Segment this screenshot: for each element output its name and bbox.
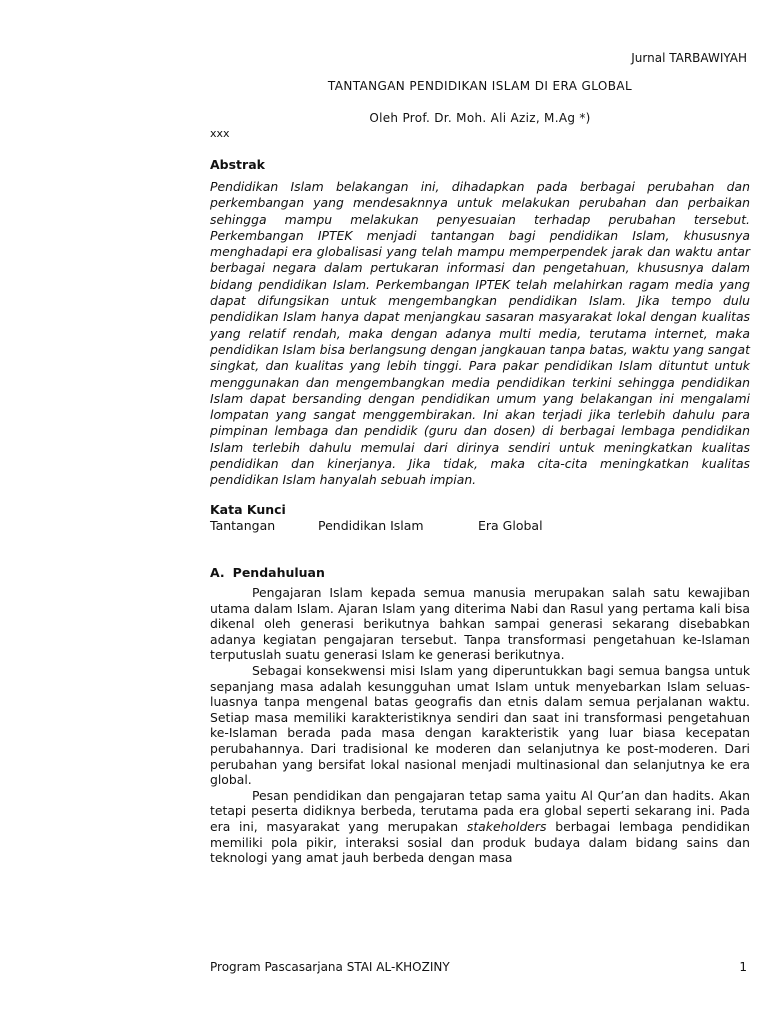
section-title: Pendahuluan: [232, 565, 325, 580]
paragraph-text: berbagai lembaga pendidikan memiliki pola pikir, interaksi sosial dan produk budaya dalam bidang sains dan teknologi yang amat jauh berbeda dengan masa: [210, 818, 750, 866]
keyword-item: Pendidikan Islam: [318, 518, 424, 533]
footer-institution: Program Pascasarjana STAI AL-KHOZINY: [210, 960, 450, 974]
section-heading: [210, 565, 333, 580]
author-marker: xxx: [210, 127, 230, 140]
keywords-list: [210, 518, 750, 536]
journal-name: Jurnal TARBAWIYAH: [631, 51, 747, 65]
emphasis-term: stakeholders: [466, 818, 547, 834]
keywords-heading: Kata Kunci: [210, 502, 286, 517]
keyword-item: Era Global: [478, 518, 543, 533]
page-number: 1: [739, 960, 747, 974]
section-body: [210, 585, 750, 866]
paragraph: Pengajaran Islam kepada semua manusia merupakan salah satu kewajiban utama dalam Islam. Ajaran Islam yang diterima Nabi dan Rasul yang pertama kali bisa dikenal oleh generasi berikutnya bahkan sampai generasi sekarang disebabkan adanya kegiatan pengajaran tersebut. Tanpa transformasi pengetahuan ke-Islaman terputuslah suatu generasi Islam ke generasi berikutnya.: [210, 585, 750, 663]
abstract-heading: Abstrak: [210, 157, 265, 172]
keyword-item: Tantangan: [210, 518, 276, 533]
paragraph-text: Pesan pendidikan dan pengajaran tetap sama yaitu Al Qur’an dan hadits. Akan tetapi peserta didiknya berbeda, terutama pada era global seperti sekarang ini. Pada era ini, masyarakat yang merupakan: [210, 787, 750, 834]
paragraph: Sebagai konsekwensi misi Islam yang diperuntukkan bagi semua bangsa untuk sepanjang masa adalah kesungguhan umat Islam untuk menyebarkan Islam seluas-luasnya tanpa mengenal batas geografis dan etnis dalam semua perjalanan waktu. Setiap masa memiliki karakteristiknya sendiri dan saat ini transformasi pengetahuan ke-Islaman berada pada masa dengan karakteristik yang luar biasa kecepatan perubahannya. Dari tradisional ke moderen dan selanjutnya ke post-moderen. Dari perubahan yang bersifat lokal nasional menjadi multinasional dan selanjutnya ke era global.: [210, 662, 750, 788]
section-number: A.: [210, 565, 225, 580]
paragraph: [210, 788, 750, 866]
author-line: Oleh Prof. Dr. Moh. Ali Aziz, M.Ag *): [369, 111, 591, 125]
abstract-text: Pendidikan Islam belakangan ini, dihadapkan pada berbagai perubahan dan perkembangan yang mendesaknnya untuk melakukan perubahan dan perbaikan sehingga mampu melakukan penyesuaian terhadap perubahan tersebut. Perkembangan IPTEK menjadi tantangan bagi pendidikan Islam, khususnya menghadapi era globalisasi yang telah mampu memperpendek jarak dan waktu antar berbagai negara dalam pertukaran informasi dan pengetahuan, khususnya dalam bidang pendidikan Islam. Perkembangan IPTEK telah melahirkan ragam media yang dapat difungsikan untuk mengembangkan pendidikan Islam. Jika tempo dulu pendidikan Islam hanya dapat menjangkau sasaran masyarakat lokal dengan kualitas yang relatif rendah, maka dengan adanya multi media, terutama internet, maka pendidikan Islam bisa berlangsung dengan jangkauan tanpa batas, waktu yang sangat singkat, dan kualitas yang lebih tinggi. Para pakar pendidikan Islam dituntut untuk menggunakan dan mengembangkan media pendidikan terkini sehingga pendidikan Islam dapat bersanding dengan pendidikan umum yang belakangan ini mengalami lompatan yang sangat menggembirakan. Ini akan terjadi jika terlebih dahulu para pimpinan lembaga dan pendidik (guru dan dosen) di berbagai lembaga pendidikan Islam terlebih dahulu memulai dari dirinya sendiri untuk meningkatkan kualitas pendidikan dan kinerjanya. Jika tidak, maka cita-cita meningkatkan kualitas pendidikan Islam hanyalah sebuah impian.: [210, 179, 750, 488]
article-title: TANTANGAN PENDIDIKAN ISLAM DI ERA GLOBAL: [327, 79, 633, 93]
